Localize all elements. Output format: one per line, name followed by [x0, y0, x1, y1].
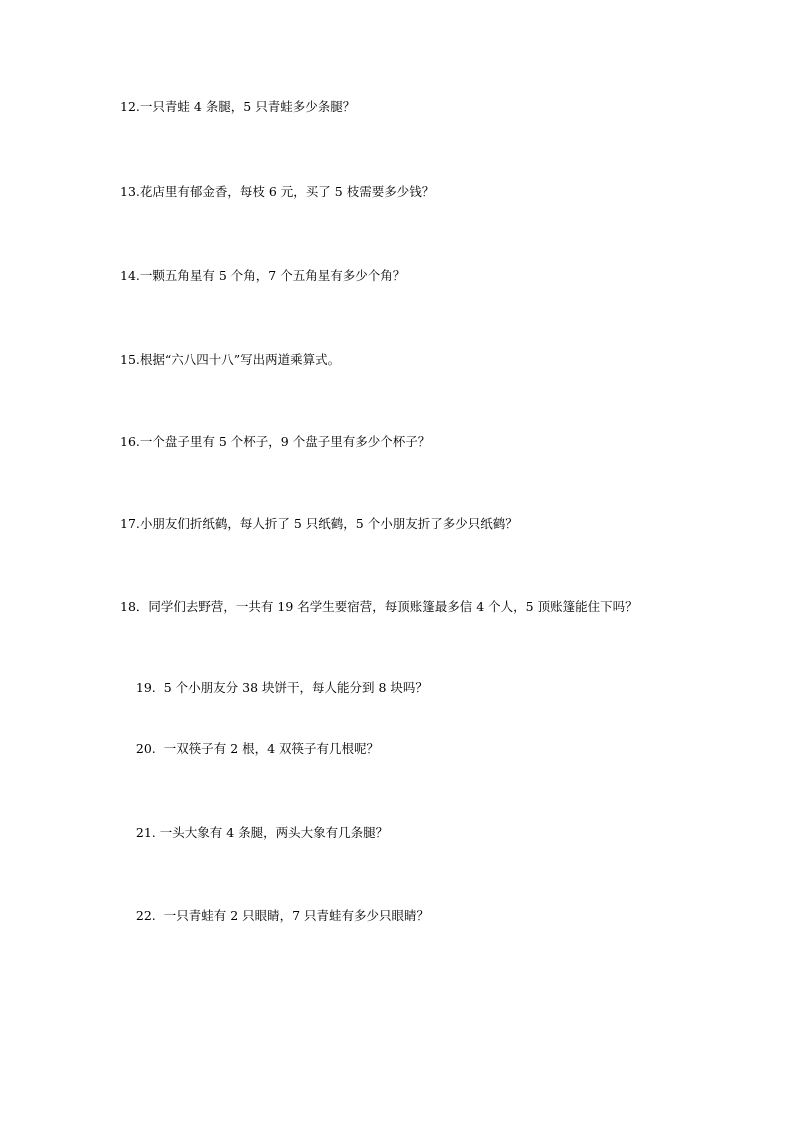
question-number: 19. [135, 680, 164, 695]
question-text: 一颗五角星有 5 个角，7 个五角星有多少个角？ [139, 268, 406, 283]
question-text: 小朋友们折纸鹤，每人折了 5 只纸鹤，5 个小朋友折了多少只纸鹤？ [139, 516, 518, 531]
question-number: 21. [135, 825, 160, 840]
question-16 [120, 433, 740, 451]
question-text: 一只青蛙有 2 只眼睛，7 只青蛙有多少只眼睛？ [163, 908, 430, 923]
question-number: 20. [135, 741, 164, 756]
question-15 [120, 351, 740, 369]
question-number: 15. [120, 352, 140, 367]
question-text: 5 个小朋友分 38 块饼干，每人能分到 8 块吗？ [163, 680, 428, 695]
question-text: 一只青蛙 4 条腿，5 只青蛙多少条腿？ [139, 99, 356, 114]
question-12 [120, 98, 740, 116]
question-text: 同学们去野营，一共有 19 名学生要宿营，每顶账篷最多信 4 个人，5 顶账篷能住下吗？ [148, 599, 638, 614]
question-19 [120, 661, 740, 715]
question-text: 花店里有郁金香，每枝 6 元，买了 5 枝需要多少钱？ [139, 184, 435, 199]
question-18 [120, 598, 740, 616]
question-14 [120, 267, 740, 285]
question-13 [120, 183, 740, 201]
question-number: 16. [120, 434, 140, 449]
question-number: 13. [120, 184, 140, 199]
question-text: 一头大象有 4 条腿，两头大象有几条腿？ [159, 825, 389, 840]
question-21 [120, 806, 740, 860]
question-20 [120, 722, 740, 776]
question-text: 一双筷子有 2 根，4 双筷子有几根呢？ [163, 741, 380, 756]
question-number: 18． [120, 599, 149, 614]
question-number: 12. [120, 99, 140, 114]
question-number: 14. [120, 268, 140, 283]
question-17 [120, 515, 740, 533]
question-number: 22. [135, 908, 164, 923]
question-text: 一个盘子里有 5 个杯子，9 个盘子里有多少个杯子？ [139, 434, 431, 449]
question-22 [120, 889, 740, 943]
question-text: 根据“六八四十八”写出两道乘算式。 [139, 352, 341, 367]
question-number: 17. [120, 516, 140, 531]
